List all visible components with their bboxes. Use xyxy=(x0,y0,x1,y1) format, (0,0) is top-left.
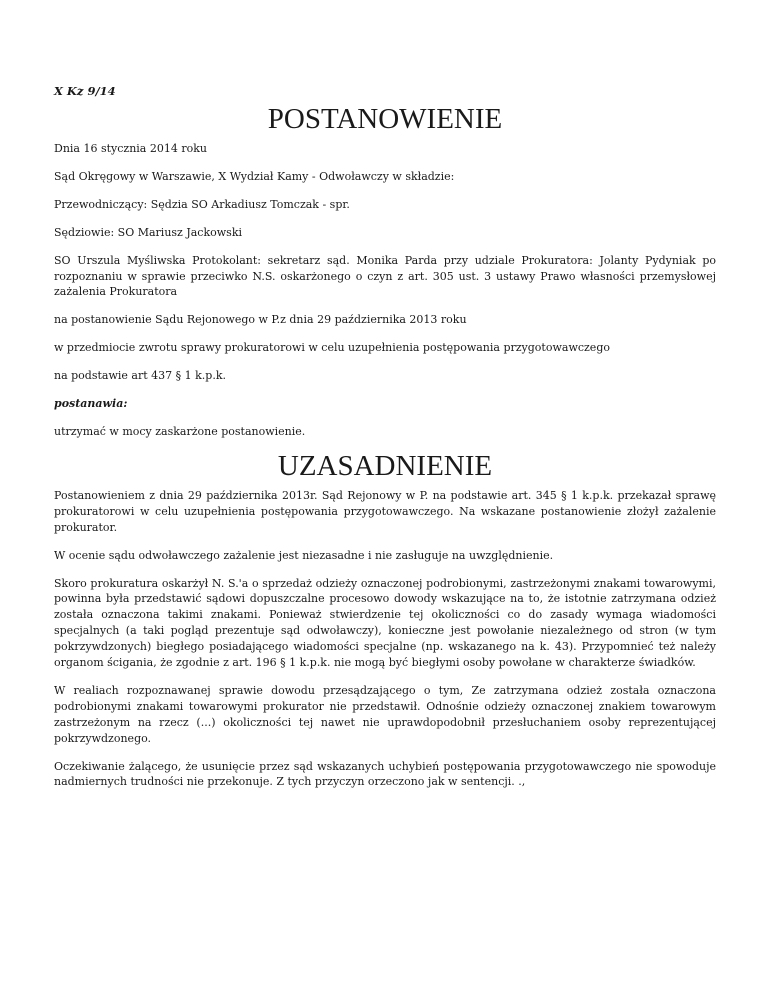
justification-paragraph: W ocenie sądu odwoławczego zażalenie jest niezasadne i nie zasługuje na uwzględnienie. xyxy=(54,548,554,562)
justification-title: UZASADNIENIE xyxy=(277,449,493,482)
justification-paragraph: Skoro prokuratura oskarżył N. S.'a o sprzedaż odzieży oznaczonej podrobionymi, zastrzeżonymi znakami towarowymi, powinna była przedstawić sądowi dopuszczalne procesowo dowody wskazujące na to, że istotnie zatrzymana odzież została oznaczona takimi znakami. Ponieważ stwierdzenie tej okoliczności co do zasady wymaga wiadomości specjalnych (a taki pogląd prezentuje sąd odwoławczy), konieczne jest powołanie niezależnego od stron (w tym pokrzywdzonych) biegłego posiadającego wiadomości specjalne (np. wskazanego na k. 43). Przypomnieć też należy organom ścigania, że zgodnie z art. 196 § 1 k.p.k. nie mogą być biegłymi osoby powołane w charakterze świadków. xyxy=(54,576,716,670)
ruling: utrzymać w mocy zaskarżone postanowienie. xyxy=(54,424,306,438)
panel-composition: SO Urszula Myśliwska Protokolant: sekretarz sąd. Monika Parda przy udziale Prokuratora: Jolanty Pydyniak po rozpoznaniu w sprawie przeciwko N.S. oskarżonego o czyn z art. 305 ust. 3 ustawy Prawo własności przemysłowej zażalenia Prokuratora xyxy=(54,253,716,299)
decides-label: postanawia: xyxy=(54,397,128,411)
decision-date: Dnia 16 stycznia 2014 roku xyxy=(54,142,207,155)
justification-paragraph: W realiach rozpoznawanej sprawie dowodu przesądzającego o tym, Ze zatrzymana odzież została oznaczona podrobionymi znakami towarowymi prokurator nie przedstawił. Odnośnie odzieży oznaczonej znakiem towarowym zastrzeżonym na rzecz (...) okoliczności tej nawet nie uprawdopodobnił przesłuchaniem osoby reprezentującej pokrzywdzonego. xyxy=(54,683,716,745)
justification-paragraph: Oczekiwanie żalącego, że usunięcie przez sąd wskazanych uchybień postępowania przygotowawczego nie spowoduje nadmiernych trudności nie przekonuje. Z tych przyczyn orzeczono jak w sentencji. ., xyxy=(54,759,716,789)
matter: w przedmiocie zwrotu sprawy prokuratorowi w celu uzupełnienia postępowania przygotowawczego xyxy=(54,341,610,355)
judges: Sędziowie: SO Mariusz Jackowski xyxy=(54,225,242,239)
case-number: X Kz 9/14 xyxy=(54,84,116,98)
decision-title: POSTANOWIENIE xyxy=(267,103,503,135)
legal-basis: na podstawie art 437 § 1 k.p.k. xyxy=(54,369,226,383)
document-page xyxy=(54,84,716,802)
appeal-subject: na postanowienie Sądu Rejonowego w P.z dnia 29 października 2013 roku xyxy=(54,313,467,327)
justification-paragraph: Postanowieniem z dnia 29 października 2013r. Sąd Rejonowy w P. na podstawie art. 345 § 1 k.p.k. przekazał sprawę prokuratorowi w celu uzupełnienia postępowania przygotowawczego. Na wskazane postanowienie złożył zażalenie prokurator. xyxy=(54,488,716,534)
court-name: Sąd Okręgowy w Warszawie, X Wydział Kamy - Odwoławczy w składzie: xyxy=(54,169,455,183)
presiding-judge: Przewodniczący: Sędzia SO Arkadiusz Tomczak - spr. xyxy=(54,197,350,211)
